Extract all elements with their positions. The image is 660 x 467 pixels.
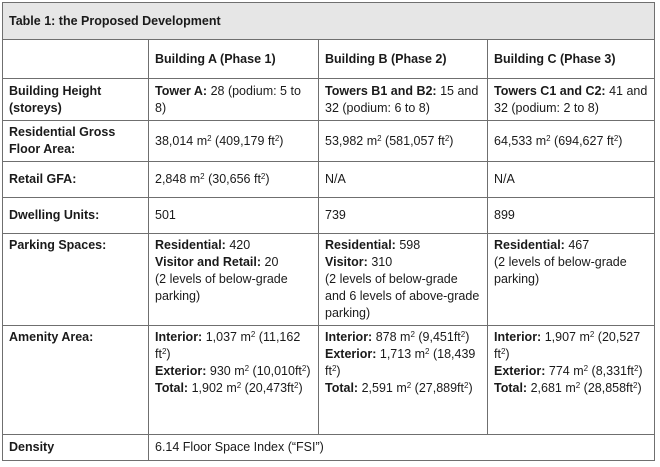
amenity-c-interior: Interior: 1,907 $m^2$ (20,527 $ft^2$): [494, 330, 641, 361]
amenity-a-interior: Interior: 1,037 $m^2$ (11,162 $ft^2$): [155, 330, 301, 361]
gfa-label: Residential Gross Floor Area:: [3, 121, 149, 162]
amenity-row: [3, 326, 655, 435]
header-building-c: Building C (Phase 3): [488, 40, 655, 79]
amenity-c-total: Total: 2,681 $m^2$ $(28,858ft^2)$: [494, 381, 642, 395]
units-b: 739: [319, 198, 488, 234]
units-a: 501: [149, 198, 319, 234]
parking-b-residential: Residential: 598: [325, 238, 421, 252]
amenity-a: [149, 326, 319, 435]
gfa-c: 64,533 $m^2$ (694,627 $ft^2$): [488, 121, 655, 162]
header-building-a: Building A (Phase 1): [149, 40, 319, 79]
parking-c-note: (2 levels of below-grade parking): [494, 255, 627, 286]
proposed-development-table: [2, 2, 655, 461]
amenity-c-exterior: Exterior: 774 $m^2$ $(8,331ft^2)$: [494, 364, 643, 378]
units-row: [3, 198, 655, 234]
amenity-b-interior: Interior: 878 $m^2$ $(9,451ft^2)$: [325, 330, 470, 344]
table-caption: Table 1: the Proposed Development: [3, 3, 655, 40]
parking-a-note: (2 levels of below-grade parking): [155, 272, 288, 303]
parking-a-visitor-retail: Visitor and Retail: 20: [155, 255, 279, 269]
height-row: [3, 79, 655, 121]
height-a: Tower A: 28 (podium: 5 to 8): [149, 79, 319, 121]
parking-label: Parking Spaces:: [3, 234, 149, 326]
units-c: 899: [488, 198, 655, 234]
density-row: [3, 435, 655, 461]
parking-a-residential: Residential: 420: [155, 238, 251, 252]
retail-a: 2,848 $m^2$ (30,656 $ft^2$): [149, 162, 319, 198]
amenity-a-total: Total: 1,902 $m^2$ $(20,473ft^2)$: [155, 381, 303, 395]
retail-c: N/A: [488, 162, 655, 198]
height-b: Towers B1 and B2: 15 and 32 (podium: 6 to 8): [319, 79, 488, 121]
amenity-c: [488, 326, 655, 435]
units-label: Dwelling Units:: [3, 198, 149, 234]
density-value: 6.14 Floor Space Index (“FSI”): [149, 435, 655, 461]
gfa-a: 38,014 $m^2$ (409,179 $ft^2$): [149, 121, 319, 162]
parking-row: [3, 234, 655, 326]
amenity-b: [319, 326, 488, 435]
header-building-b: Building B (Phase 2): [319, 40, 488, 79]
gfa-row: [3, 121, 655, 162]
amenity-b-exterior: Exterior: 1,713 $m^2$ (18,439 $ft^2$): [325, 347, 476, 378]
retail-row: [3, 162, 655, 198]
header-empty-cell: [3, 40, 149, 79]
parking-b-note: (2 levels of below-grade and 6 levels of above-grade parking): [325, 272, 480, 320]
height-label: Building Height (storeys): [3, 79, 149, 121]
parking-c-residential: Residential: 467: [494, 238, 590, 252]
gfa-b: 53,982 $m^2$ (581,057 $ft^2$): [319, 121, 488, 162]
parking-b: [319, 234, 488, 326]
height-c: Towers C1 and C2: 41 and 32 (podium: 2 to 8): [488, 79, 655, 121]
retail-b: N/A: [319, 162, 488, 198]
density-label: Density: [3, 435, 149, 461]
parking-c: [488, 234, 655, 326]
retail-label: Retail GFA:: [3, 162, 149, 198]
amenity-label: Amenity Area:: [3, 326, 149, 435]
parking-b-visitor: Visitor: 310: [325, 255, 393, 269]
header-row: [3, 40, 655, 79]
amenity-a-exterior: Exterior: 930 $m^2$ $(10,010ft^2)$: [155, 364, 311, 378]
caption-row: [3, 3, 655, 40]
parking-a: [149, 234, 319, 326]
amenity-b-total: Total: 2,591 $m^2$ $(27,889ft^2)$: [325, 381, 473, 395]
